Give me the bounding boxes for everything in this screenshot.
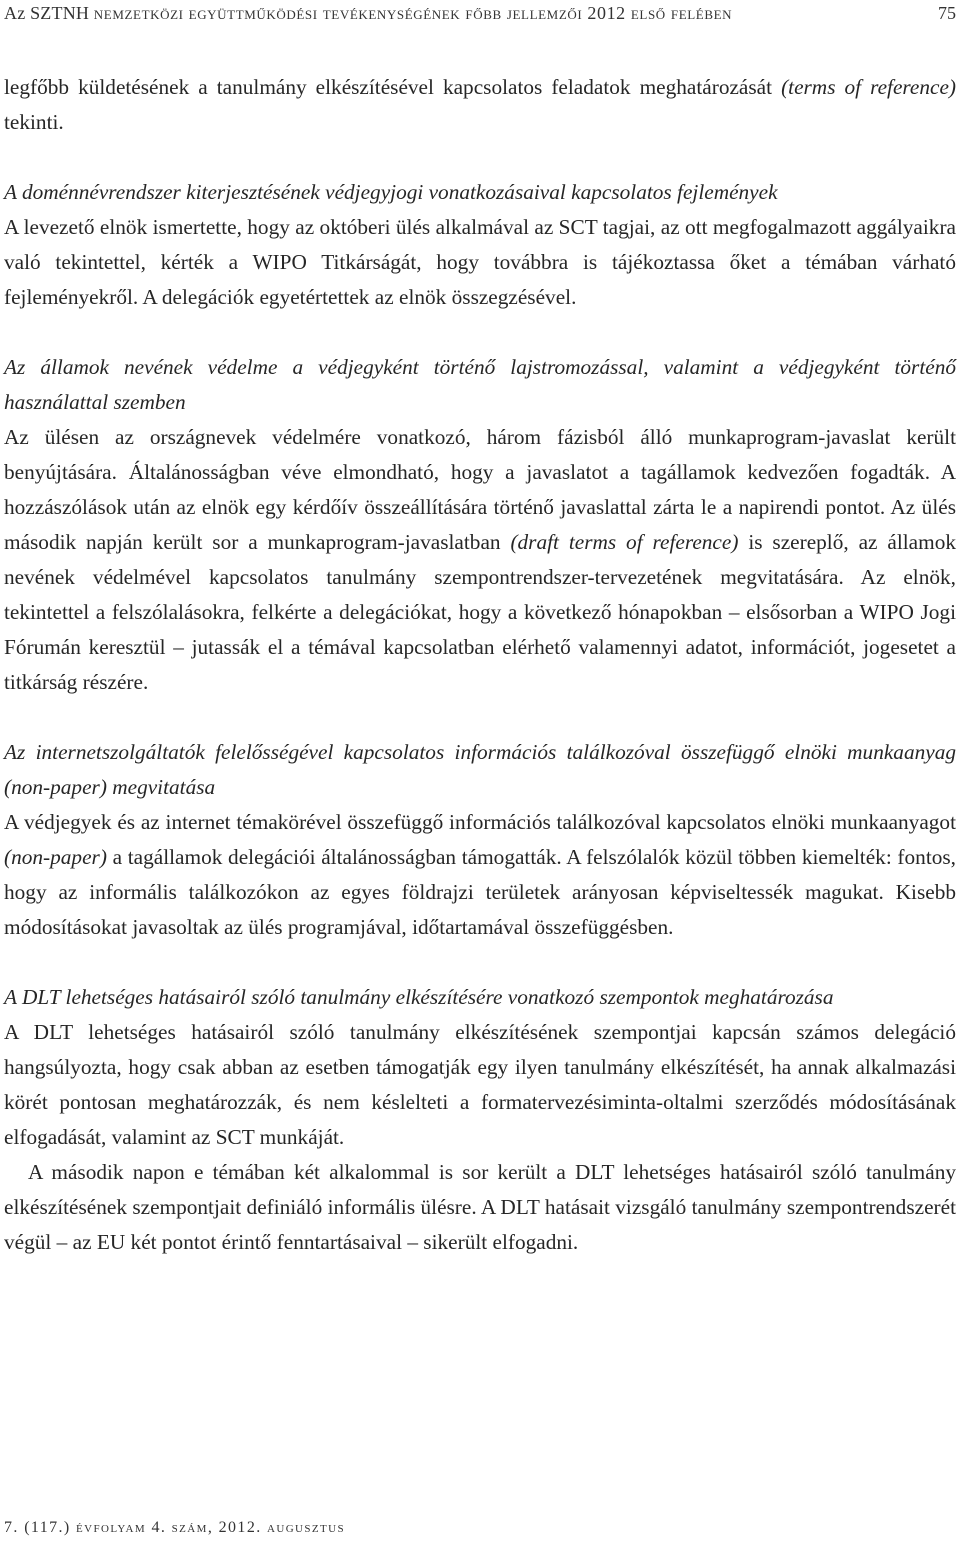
running-header [4,0,956,26]
section-paragraph: A második napon e témában két alkalommal is sor került a DLT lehetséges hatásairól szóló tanulmány elkészítésének szempontjait definiáló informális ülésre. A DLT hatásait vizsgáló tanulmány szempontrendszerét végül – az EU két pontot érintő fenntartásaival – sikerült elfogadni. [4,1160,956,1254]
paragraph-italic: (non-paper) [4,845,107,869]
section-paragraph: A levezető elnök ismertette, hogy az októberi ülés alkalmával az SCT tagjai, az ott megfogalmazott aggályaikra való tekintettel, kérték a WIPO Titkárságát, hogy továbbra is tájékoztassa őket a témában várható fejleményekről. A delegációk egyetértettek az elnök összegzésével. [4,215,956,309]
section-heading: Az internetszolgáltatók felelősségével kapcsolatos információs találkozóval összefüggő elnöki munkaanyag (non-paper) megvitatása [4,740,956,799]
section-isp-liability [4,735,956,945]
section-paragraph [4,805,956,945]
intro-italic: (terms of reference) [781,75,957,99]
section-heading: A DLT lehetséges hatásairól szóló tanulmány elkészítésére vonatkozó szempontok meghatározása [4,985,834,1009]
header-title-prefix: Az SZTNH [4,3,94,23]
main-text [4,70,956,1260]
paragraph-text: is szereplő, az államok nevének védelmével kapcsolatos tanulmány szempontrendszer-tervezetének megvitatására. Az elnök, tekintettel a felszólalásokra, felkérte a delegációkat, hogy a következő hónapokban – elsősorban a WIPO Jogi Fórumán keresztül – jutassák el a témával kapcsolatban elérhető valamennyi adatot, információt, jogesetet a titkárság részére. [4,530,956,694]
paragraph-italic: (draft terms of reference) [510,530,739,554]
paragraph-text: a tagállamok delegációi általánosságban támogatták. A felszólalók közül többen kiemelték: fontos, hogy az informális találkozókon az egyes földrajzi területek arányosan képviseltessék magukat. Kisebb módosításokat javasoltak az ülés programjával, időtartamával összefüggésben. [4,845,956,939]
section-heading: Az államok nevének védelme a védjegyként történő lajstromozással, valamint a védjegyként történő használattal szemben [4,355,956,414]
section-domain-names [4,175,956,315]
page-number: 75 [938,3,956,23]
section-heading: A doménnévrendszer kiterjesztésének védjegyjogi vonatkozásaival kapcsolatos fejlemények [4,180,778,204]
document-page [4,0,960,1543]
section-dlt-study [4,980,956,1260]
intro-text-end: tekinti. [4,110,64,134]
intro-text: legfőbb küldetésének a tanulmány elkészítésével kapcsolatos feladatok meghatározását [4,75,782,99]
section-country-names [4,350,956,700]
intro-paragraph [4,70,956,140]
footer-issue: 7. (117.) évfolyam 4. szám, 2012. augusztus [4,1519,346,1536]
paragraph-text: Az ülésen az országnevek védelmére vonatkozó, három fázisból álló munkaprogram-javaslat került benyújtására. Általánosságban véve elmondható, hogy a javaslatot a tagállamok kedvezően fogadták. A hozzászólások után az elnök egy kérdőív összeállítására történő javaslattal zárta le a napirendi pontot. Az ülés második napján került sor a munkaprogram-javaslatban [4,425,956,554]
section-paragraph: A DLT lehetséges hatásairól szóló tanulmány elkészítésének szempontjai kapcsán számos delegáció hangsúlyozta, hogy csak abban az esetben támogatják egy ilyen tanulmány elkészítését, ha annak alkalmazási körét pontosan meghatározzák, és nem késlelteti a formatervezésiminta-oltalmi szerződés módosításának elfogadását, valamint az SCT munkáját. [4,1020,956,1149]
header-title: nemzetközi együttműködési tevékenységének főbb jellemzői 2012 első felében [93,3,733,23]
paragraph-text: A védjegyek és az internet témakörével összefüggő információs találkozóval kapcsolatos elnöki munkaanyagot [4,810,956,834]
section-paragraph [4,420,956,700]
